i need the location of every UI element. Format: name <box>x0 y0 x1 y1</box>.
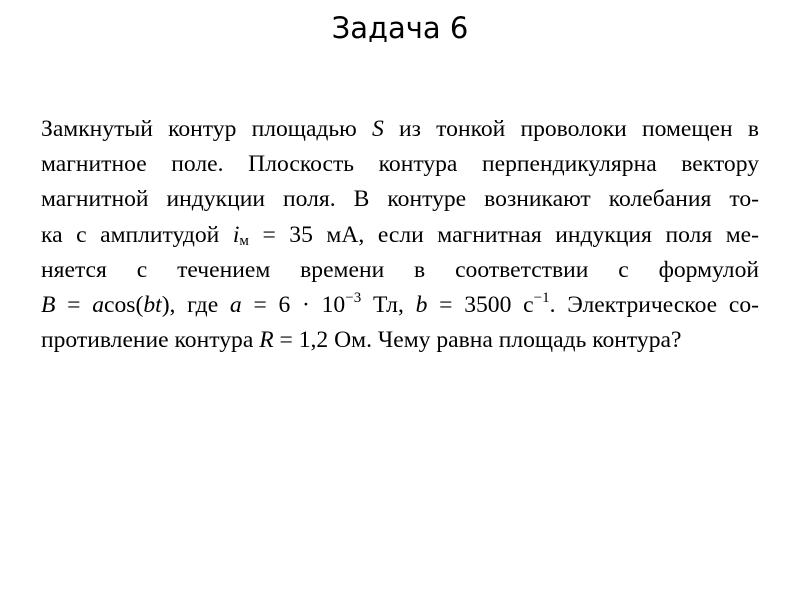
text-segment: = 3500 с <box>427 291 534 318</box>
variable-s: S <box>372 116 384 142</box>
text-segment: ка с амплитудой <box>41 221 233 248</box>
problem-line-4 <box>41 218 759 253</box>
subscript-m: м <box>239 232 249 249</box>
text-segment: = <box>55 291 93 318</box>
text-segment: Замкнутый контур площадью <box>41 116 373 142</box>
variable-a: a <box>229 291 242 318</box>
text-segment: Тл, <box>361 291 416 318</box>
text-segment: противление контура <box>41 327 260 354</box>
variable-i: i <box>232 221 240 248</box>
slide-title: Задача 6 <box>331 11 469 45</box>
variable-r: R <box>259 327 274 354</box>
text-segment: = 6 · 10 <box>241 291 346 318</box>
variable-b-field: B <box>41 291 56 318</box>
problem-line-2: магнитное поле. Плоскость контура перпендикулярна вектору <box>41 151 759 178</box>
problem-line-7 <box>41 323 759 358</box>
problem-line-6 <box>41 288 759 323</box>
problem-line-5: няется с течением времени в соответствии с формулой <box>41 256 759 283</box>
text-segment: = 35 мА, если магнитная индукция поля ме- <box>248 221 759 248</box>
variable-a: a <box>92 291 105 318</box>
problem-line-1 <box>41 112 759 147</box>
exponent: −3 <box>345 289 362 306</box>
variable-b: b <box>415 291 428 318</box>
problem-text <box>41 112 759 358</box>
variable-bt: bt <box>143 291 162 318</box>
text-segment: cos( <box>104 291 144 318</box>
exponent: −1 <box>533 289 550 306</box>
text-segment: ), где <box>161 291 230 318</box>
text-segment: . Электрическое со- <box>549 291 759 318</box>
problem-line-3: магнитной индукции поля. В контуре возникают колебания то- <box>41 186 759 213</box>
text-segment: из тонкой проволоки помещен в <box>383 116 759 142</box>
text-segment: = 1,2 Ом. Чему равна площадь контура? <box>273 327 682 354</box>
